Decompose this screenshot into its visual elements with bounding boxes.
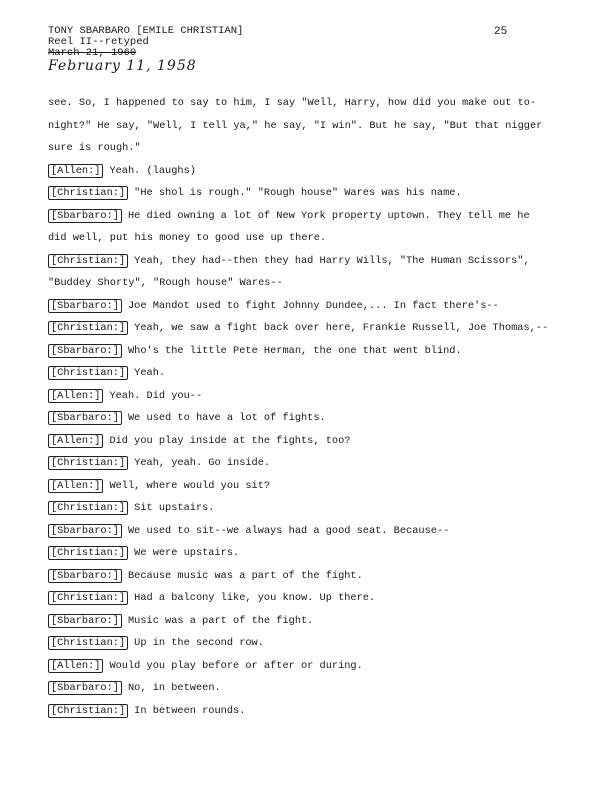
- transcript-line: [48, 227, 568, 250]
- transcript-line: [48, 430, 568, 453]
- line-text: Yeah, they had--then they had Harry Wills, "The Human Scissors",: [134, 254, 530, 267]
- line-text: In between rounds.: [134, 704, 246, 717]
- speaker-label: [Christian:]: [48, 186, 128, 200]
- line-text: Yeah, yeah. Go inside.: [134, 457, 271, 469]
- speaker-label: [Christian:]: [48, 254, 128, 268]
- handwritten-date: February 11, 1958: [48, 58, 197, 74]
- speaker-label: [Sbarbaro:]: [48, 411, 122, 425]
- transcript-line: [48, 565, 568, 588]
- line-text: Yeah. (laughs): [109, 164, 196, 177]
- line-text: Music was a part of the fight.: [127, 614, 314, 627]
- transcript-line: [48, 160, 568, 183]
- transcript-line: [48, 407, 568, 430]
- transcript-line: [48, 182, 568, 205]
- header-reel: Reel II--retyped: [48, 36, 149, 48]
- speaker-label: [Sbarbaro:]: [48, 209, 122, 223]
- transcript-line: [48, 587, 568, 610]
- transcript-body: [48, 92, 568, 722]
- transcript-line: [48, 250, 568, 273]
- transcript-line: [48, 677, 568, 700]
- transcript-line: [48, 317, 568, 340]
- transcript-line: [48, 520, 568, 543]
- speaker-label: [Allen:]: [48, 389, 103, 403]
- transcript-line: [48, 655, 568, 678]
- line-text: Who's the little Pete Herman, the one that went blind.: [127, 344, 462, 357]
- transcript-line: [48, 542, 568, 565]
- speaker-label: [Christian:]: [48, 456, 128, 470]
- transcript-line: [48, 115, 568, 138]
- line-text: sure is rough.": [48, 142, 141, 154]
- transcript-line: [48, 497, 568, 520]
- speaker-label: [Christian:]: [48, 546, 128, 560]
- transcript-line: [48, 632, 568, 655]
- line-text: Had a balcony like, you know. Up there.: [134, 592, 376, 604]
- speaker-label: [Allen:]: [48, 164, 103, 178]
- line-text: Up in the second row.: [134, 637, 264, 649]
- transcript-line: [48, 137, 568, 160]
- transcript-line: [48, 362, 568, 385]
- line-text: "He shol is rough." "Rough house" Wares was his name.: [134, 187, 462, 199]
- line-text: Yeah. Did you--: [109, 389, 203, 402]
- speaker-label: [Sbarbaro:]: [48, 344, 122, 358]
- line-text: We were upstairs.: [134, 547, 240, 559]
- line-text: "Buddey Shorty", "Rough house" Wares--: [48, 277, 283, 289]
- speaker-label: [Sbarbaro:]: [48, 524, 122, 538]
- speaker-label: [Christian:]: [48, 591, 128, 605]
- line-text: did well, put his money to good use up there.: [48, 232, 327, 244]
- speaker-label: [Christian:]: [48, 321, 128, 335]
- page-number: 25: [494, 26, 508, 38]
- transcript-line: [48, 475, 568, 498]
- line-text: No, in between.: [127, 682, 221, 694]
- line-text: see. So, I happened to say to him, I say "Well, Harry, how did you make out to-: [48, 97, 537, 109]
- line-text: He died owning a lot of New York property uptown. They tell me he: [127, 209, 530, 222]
- transcript-line: [48, 385, 568, 408]
- header-crossed-date: March 21, 1960: [48, 47, 137, 59]
- speaker-label: [Sbarbaro:]: [48, 569, 122, 583]
- line-text: Yeah.: [134, 367, 166, 379]
- line-text: We used to sit--we always had a good seat. Because--: [127, 524, 450, 537]
- line-text: night?" He say, "Well, I tell ya," he say, "I win". But he say, "But that nigger: [48, 119, 543, 132]
- transcript-line: [48, 610, 568, 633]
- speaker-label: [Allen:]: [48, 434, 103, 448]
- speaker-label: [Allen:]: [48, 659, 103, 673]
- speaker-label: [Sbarbaro:]: [48, 299, 122, 313]
- transcript-line: [48, 92, 568, 115]
- line-text: Because music was a part of the fight.: [127, 569, 363, 582]
- line-text: Well, where would you sit?: [109, 479, 271, 492]
- line-text: Joe Mandot used to fight Johnny Dundee,... In fact there's--: [127, 299, 499, 312]
- transcript-line: [48, 700, 568, 723]
- line-text: Yeah, we saw a fight back over here, Frankie Russell, Joe Thomas,--: [134, 322, 549, 334]
- line-text: Sit upstairs.: [134, 502, 215, 514]
- header-names: TONY SBARBARO [EMILE CHRISTIAN]: [48, 25, 244, 37]
- line-text: Would you play before or after or during.: [109, 659, 363, 672]
- speaker-label: [Allen:]: [48, 479, 103, 493]
- transcript-line: [48, 272, 568, 295]
- transcript-line: [48, 340, 568, 363]
- speaker-label: [Christian:]: [48, 704, 128, 718]
- speaker-label: [Sbarbaro:]: [48, 614, 122, 628]
- line-text: We used to have a lot of fights.: [127, 412, 326, 424]
- speaker-label: [Christian:]: [48, 636, 128, 650]
- speaker-label: [Sbarbaro:]: [48, 681, 122, 695]
- line-text: Did you play inside at the fights, too?: [109, 434, 351, 447]
- transcript-line: [48, 205, 568, 228]
- transcript-line: [48, 295, 568, 318]
- transcript-line: [48, 452, 568, 475]
- speaker-label: [Christian:]: [48, 501, 128, 515]
- speaker-label: [Christian:]: [48, 366, 128, 380]
